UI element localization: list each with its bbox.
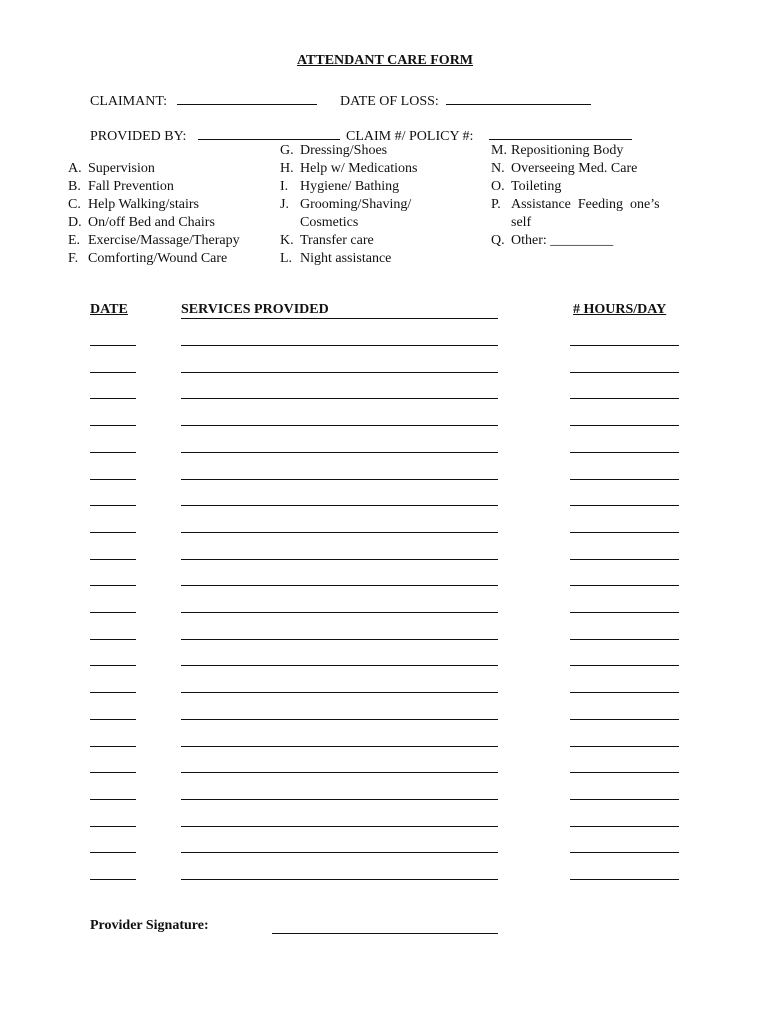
- service-text: Dressing/Shoes: [300, 143, 388, 158]
- date-line[interactable]: [90, 665, 136, 666]
- service-text: Supervision: [88, 161, 155, 176]
- service-letter: C.: [68, 197, 81, 212]
- service-text: Grooming/Shaving/: [300, 197, 412, 212]
- hours-line[interactable]: [570, 425, 679, 426]
- service-item: [68, 250, 240, 268]
- date-line[interactable]: [90, 639, 136, 640]
- service-item: [68, 214, 240, 232]
- claimant-field: [90, 90, 317, 110]
- service-item: [491, 142, 660, 160]
- date-line[interactable]: [90, 505, 136, 506]
- services-line[interactable]: [181, 372, 498, 373]
- services-line[interactable]: [181, 505, 498, 506]
- service-item: [280, 142, 417, 160]
- form-title: ATTENDANT CARE FORM: [296, 53, 474, 68]
- service-text: Exercise/Massage/Therapy: [88, 233, 240, 248]
- services-header-label: SERVICES PROVIDED: [181, 302, 329, 317]
- hours-line[interactable]: [570, 559, 679, 560]
- hours-line[interactable]: [570, 799, 679, 800]
- date-of-loss-blank[interactable]: [446, 90, 591, 105]
- service-letter: F.: [68, 251, 79, 266]
- service-letter: E.: [68, 233, 81, 248]
- services-line[interactable]: [181, 665, 498, 666]
- services-line[interactable]: [181, 398, 498, 399]
- services-line[interactable]: [181, 799, 498, 800]
- provided-by-blank[interactable]: [198, 125, 340, 140]
- services-line[interactable]: [181, 612, 498, 613]
- claimant-label: CLAIMANT:: [90, 94, 168, 109]
- services-line[interactable]: [181, 532, 498, 533]
- date-line[interactable]: [90, 826, 136, 827]
- hours-line[interactable]: [570, 826, 679, 827]
- service-item: [68, 232, 240, 250]
- service-text-continued: self: [511, 215, 532, 230]
- service-letter: M.: [491, 143, 507, 158]
- services-list-m-q: [491, 142, 660, 250]
- services-line[interactable]: [181, 879, 498, 880]
- service-text: Fall Prevention: [88, 179, 174, 194]
- hours-line[interactable]: [570, 692, 679, 693]
- services-line[interactable]: [181, 826, 498, 827]
- service-text: Help Walking/stairs: [88, 197, 199, 212]
- service-letter: L.: [280, 251, 293, 266]
- date-of-loss-field: [340, 90, 591, 110]
- date-line[interactable]: [90, 452, 136, 453]
- services-line[interactable]: [181, 479, 498, 480]
- hours-line[interactable]: [570, 505, 679, 506]
- service-letter: A.: [68, 161, 82, 176]
- services-list-g-l: [280, 142, 417, 268]
- services-line[interactable]: [181, 692, 498, 693]
- services-header: [181, 302, 498, 319]
- service-letter: N.: [491, 161, 505, 176]
- date-line[interactable]: [90, 719, 136, 720]
- hours-line[interactable]: [570, 852, 679, 853]
- date-line[interactable]: [90, 612, 136, 613]
- date-line[interactable]: [90, 559, 136, 560]
- service-text: Assistance Feeding one’s: [511, 197, 660, 212]
- service-text: Toileting: [511, 179, 562, 194]
- date-line[interactable]: [90, 425, 136, 426]
- claim-label: CLAIM #/ POLICY #:: [346, 129, 474, 144]
- service-text: Overseeing Med. Care: [511, 161, 638, 176]
- date-line[interactable]: [90, 372, 136, 373]
- date-line[interactable]: [90, 479, 136, 480]
- service-letter: H.: [280, 161, 294, 176]
- claimant-blank[interactable]: [177, 90, 317, 105]
- claim-blank[interactable]: [489, 125, 632, 140]
- service-item: [280, 250, 417, 268]
- hours-line[interactable]: [570, 345, 679, 346]
- hours-header: # HOURS/DAY: [573, 302, 667, 317]
- service-text: Other: _________: [511, 233, 614, 248]
- service-item: [280, 232, 417, 250]
- date-line[interactable]: [90, 398, 136, 399]
- date-line[interactable]: [90, 532, 136, 533]
- hours-line[interactable]: [570, 639, 679, 640]
- service-item: [68, 178, 240, 196]
- services-line[interactable]: [181, 772, 498, 773]
- service-item: [491, 232, 660, 250]
- hours-line[interactable]: [570, 665, 679, 666]
- service-text: Comforting/Wound Care: [88, 251, 228, 266]
- services-line[interactable]: [181, 585, 498, 586]
- hours-line[interactable]: [570, 879, 679, 880]
- hours-line[interactable]: [570, 612, 679, 613]
- service-item: [491, 196, 660, 214]
- hours-line[interactable]: [570, 746, 679, 747]
- date-header: DATE: [90, 302, 128, 317]
- services-line[interactable]: [181, 425, 498, 426]
- service-item: [68, 196, 240, 214]
- service-letter: G.: [280, 143, 294, 158]
- provider-signature-line[interactable]: [272, 933, 498, 934]
- service-letter: J.: [280, 197, 289, 212]
- service-letter: D.: [68, 215, 82, 230]
- hours-line[interactable]: [570, 372, 679, 373]
- service-letter: O.: [491, 179, 505, 194]
- services-line[interactable]: [181, 452, 498, 453]
- service-text: Help w/ Medications: [300, 161, 418, 176]
- date-line[interactable]: [90, 852, 136, 853]
- date-line[interactable]: [90, 772, 136, 773]
- hours-line[interactable]: [570, 772, 679, 773]
- date-line[interactable]: [90, 345, 136, 346]
- service-item: [280, 160, 417, 178]
- service-text-continued: Cosmetics: [300, 215, 359, 230]
- provided-by-label: PROVIDED BY:: [90, 129, 187, 144]
- service-letter: I.: [280, 179, 289, 194]
- hours-line[interactable]: [570, 452, 679, 453]
- hours-line[interactable]: [570, 585, 679, 586]
- date-line[interactable]: [90, 799, 136, 800]
- services-list-a-f: [68, 160, 240, 268]
- date-of-loss-label: DATE OF LOSS:: [340, 94, 439, 109]
- service-item: [491, 178, 660, 196]
- hours-line[interactable]: [570, 532, 679, 533]
- service-item: [68, 160, 240, 178]
- provider-signature-label: Provider Signature:: [90, 918, 209, 933]
- services-line[interactable]: [181, 639, 498, 640]
- date-line[interactable]: [90, 879, 136, 880]
- services-line[interactable]: [181, 345, 498, 346]
- service-letter: B.: [68, 179, 81, 194]
- service-letter: K.: [280, 233, 294, 248]
- service-text: Night assistance: [300, 251, 392, 266]
- service-text: Transfer care: [300, 233, 374, 248]
- service-text: On/off Bed and Chairs: [88, 215, 215, 230]
- service-item: [280, 196, 417, 214]
- services-line[interactable]: [181, 719, 498, 720]
- services-line[interactable]: [181, 852, 498, 853]
- service-letter: Q.: [491, 233, 505, 248]
- service-letter: P.: [491, 197, 501, 212]
- service-text: Repositioning Body: [511, 143, 624, 158]
- date-line[interactable]: [90, 692, 136, 693]
- date-line[interactable]: [90, 746, 136, 747]
- hours-line[interactable]: [570, 479, 679, 480]
- services-line[interactable]: [181, 559, 498, 560]
- service-text: Hygiene/ Bathing: [300, 179, 400, 194]
- services-line[interactable]: [181, 746, 498, 747]
- hours-line[interactable]: [570, 719, 679, 720]
- service-item: [280, 178, 417, 196]
- service-item: [491, 160, 660, 178]
- date-line[interactable]: [90, 585, 136, 586]
- hours-line[interactable]: [570, 398, 679, 399]
